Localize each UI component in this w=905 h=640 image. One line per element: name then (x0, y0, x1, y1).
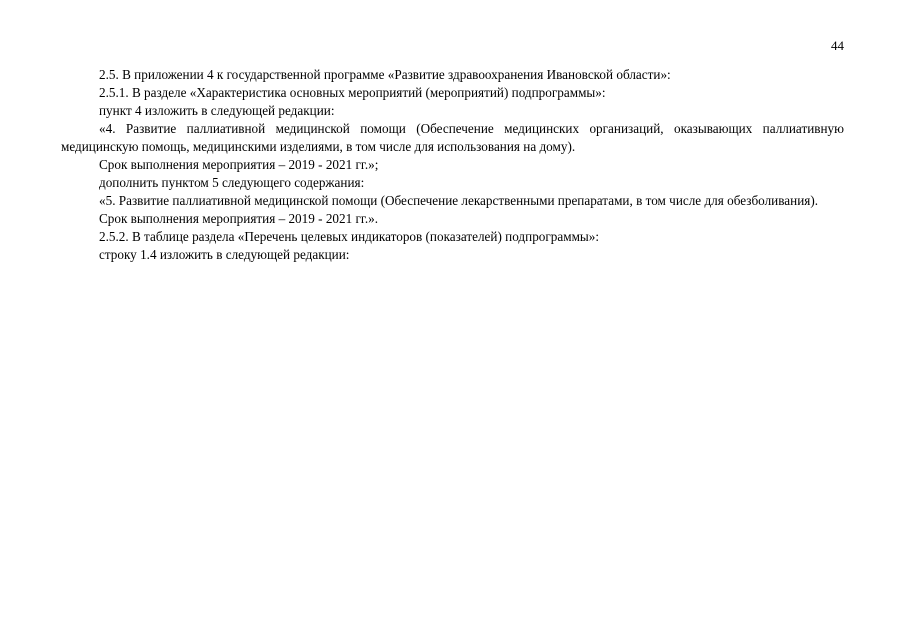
paragraph-2-5-2: 2.5.2. В таблице раздела «Перечень целевых индикаторов (показателей) подпрограммы»: (99, 229, 600, 244)
paragraph-item-4-intro: пункт 4 изложить в следующей редакции: (99, 103, 335, 118)
paragraph-item-5-deadline: Срок выполнения мероприятия – 2019 - 2021 гг.». (99, 211, 379, 226)
paragraph-item-4-text: «4. Развитие паллиативной медицинской помощи (Обеспечение медицинских организаций, оказывающих паллиативную медицинскую помощь, медицинскими изделиями, в том числе для использования на дому). (61, 121, 844, 154)
paragraph-row-1-4-intro: строку 1.4 изложить в следующей редакции: (99, 247, 350, 262)
page-number: 44 (831, 38, 844, 53)
paragraph-item-4-deadline: Срок выполнения мероприятия – 2019 - 2021 гг.»; (99, 157, 379, 172)
paragraph-item-5-text: «5. Развитие паллиативной медицинской помощи (Обеспечение лекарственными препаратами, в том числе для обезболивания). (99, 193, 819, 208)
paragraph-2-5-1: 2.5.1. В разделе «Характеристика основных мероприятий (мероприятий) подпрограммы»: (99, 85, 606, 100)
paragraph-item-5-intro: дополнить пунктом 5 следующего содержания: (99, 175, 365, 190)
document-body (61, 66, 844, 264)
paragraph-2-5: 2.5. В приложении 4 к государственной программе «Развитие здравоохранения Ивановской области»: (99, 67, 671, 82)
